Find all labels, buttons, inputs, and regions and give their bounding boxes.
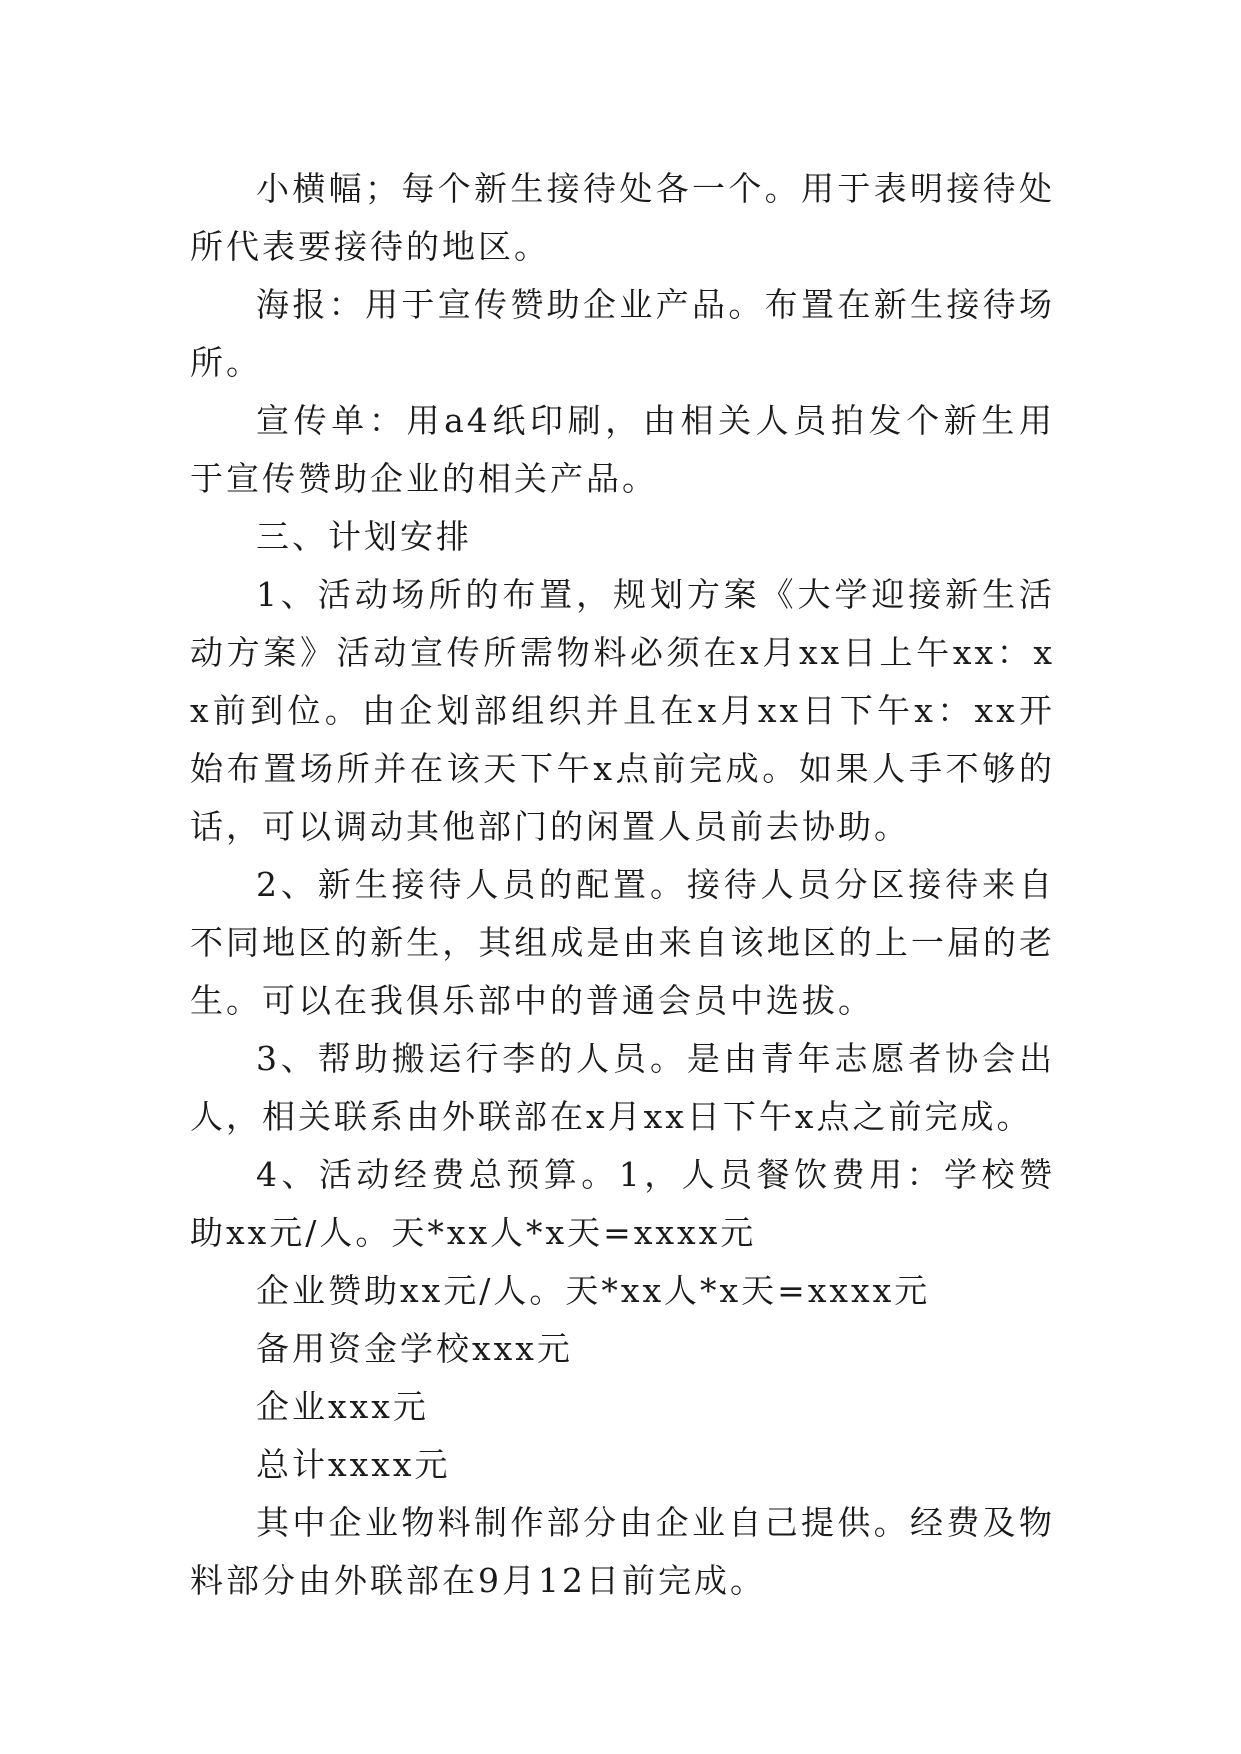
document-body (190, 160, 1055, 1610)
paragraph-venue-setup: 1、活动场所的布置，规划方案《大学迎接新生活动方案》活动宣传所需物料必须在x月xx日上午xx：xx前到位。由企划部组织并且在x月xx日下午x：xx开始布置场所并在该天下午x点前完成。如果人手不够的话，可以调动其他部门的闲置人员前去协助。 (190, 575, 1055, 846)
paragraph-flyer: 宣传单：用a4纸印刷，由相关人员拍发个新生用于宣传赞助企业的相关产品。 (190, 401, 1055, 498)
paragraph-materials: 其中企业物料制作部分由企业自己提供。经费及物料部分由外联部在9月12日前完成。 (190, 1503, 1055, 1600)
paragraph-poster: 海报：用于宣传赞助企业产品。布置在新生接待场所。 (190, 285, 1055, 382)
paragraph-small-banner: 小横幅；每个新生接待处各一个。用于表明接待处所代表要接待的地区。 (190, 169, 1055, 266)
paragraph-budget: 4、活动经费总预算。1，人员餐饮费用：学校赞助xx元/人。天*xx人*x天=xxxx元 (190, 1155, 1055, 1252)
paragraph-reserve-enterprise: 企业xxx元 (256, 1387, 429, 1426)
paragraph-reception-staff: 2、新生接待人员的配置。接待人员分区接待来自不同地区的新生，其组成是由来自该地区的上一届的老生。可以在我俱乐部中的普通会员中选拔。 (190, 865, 1055, 1020)
paragraph-reserve-school: 备用资金学校xxx元 (256, 1329, 573, 1368)
paragraph-total: 总计xxxx元 (256, 1445, 451, 1484)
paragraph-luggage-helpers: 3、帮助搬运行李的人员。是由青年志愿者协会出人，相关联系由外联部在x月xx日下午x点之前完成。 (190, 1039, 1055, 1136)
section-heading-plan: 三、计划安排 (256, 517, 472, 556)
paragraph-enterprise-sponsor: 企业赞助xx元/人。天*xx人*x天=xxxx元 (256, 1271, 931, 1310)
